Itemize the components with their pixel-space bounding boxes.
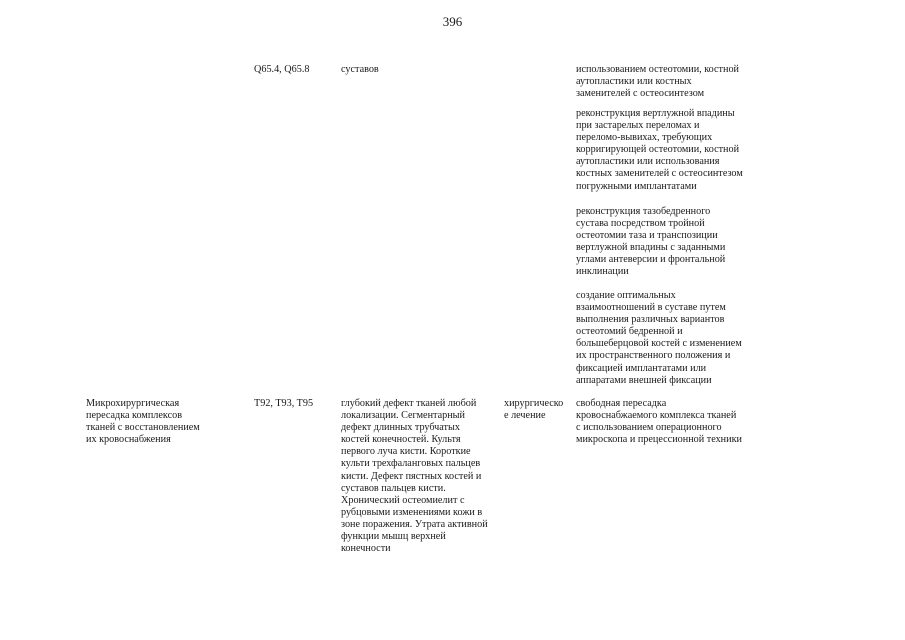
patient-model-cell: глубокий дефект тканей любой локализации. Сегментарный дефект длинных трубчатых костей конечностей. Культя первого луча кисти. Короткие культи трехфаланговых пальцев кисти. Дефект пястных костей и суставов пальцев кисти. Хронический остеомиелит с рубцовыми изменениями кожи в зоне поражения. Утрата активной функции мышц верхней конечности	[341, 398, 488, 555]
diagnosis-codes-cell: T92, T93, T95	[254, 398, 314, 409]
patient-model-cell: суставов	[341, 64, 379, 75]
treatment-type-cell: хирургическо е лечение	[504, 398, 564, 422]
treatment-method-cell: реконструкция тазобедренного сустава посредством тройной остеотомии таза и транспозиции вертлужной впадины с заданными углами антеверсии и фронтальной инклинации	[576, 206, 726, 278]
page-number: 396	[442, 14, 463, 29]
diagnosis-codes-cell: Q65.4, Q65.8	[254, 64, 310, 75]
care-type-name-cell: Микрохирургическая пересадка комплексов тканей с восстановлением их кровоснабжения	[86, 398, 200, 446]
treatment-method-cell: создание оптимальных взаимоотношений в суставе путем выполнения различных вариантов остеотомий бедренной и большеберцовой костей с изменением их пространственного положения и фиксацией имплантатами или аппаратами внешней фиксации	[576, 290, 742, 386]
treatment-method-cell: реконструкция вертлужной впадины при застарелых переломах и переломо-вывихах, требующих корригирующей остеотомии, костной аутопластики или использования костных заменителей с остеосинтезом погружными имплантатами	[576, 108, 743, 192]
treatment-method-cell: использованием остеотомии, костной аутопластики или костных заменителей с остеосинтезом	[576, 64, 740, 100]
treatment-method-cell: свободная пересадка кровоснабжаемого комплекса тканей с использованием операционного микроскопа и прецессионной техники	[576, 398, 742, 446]
